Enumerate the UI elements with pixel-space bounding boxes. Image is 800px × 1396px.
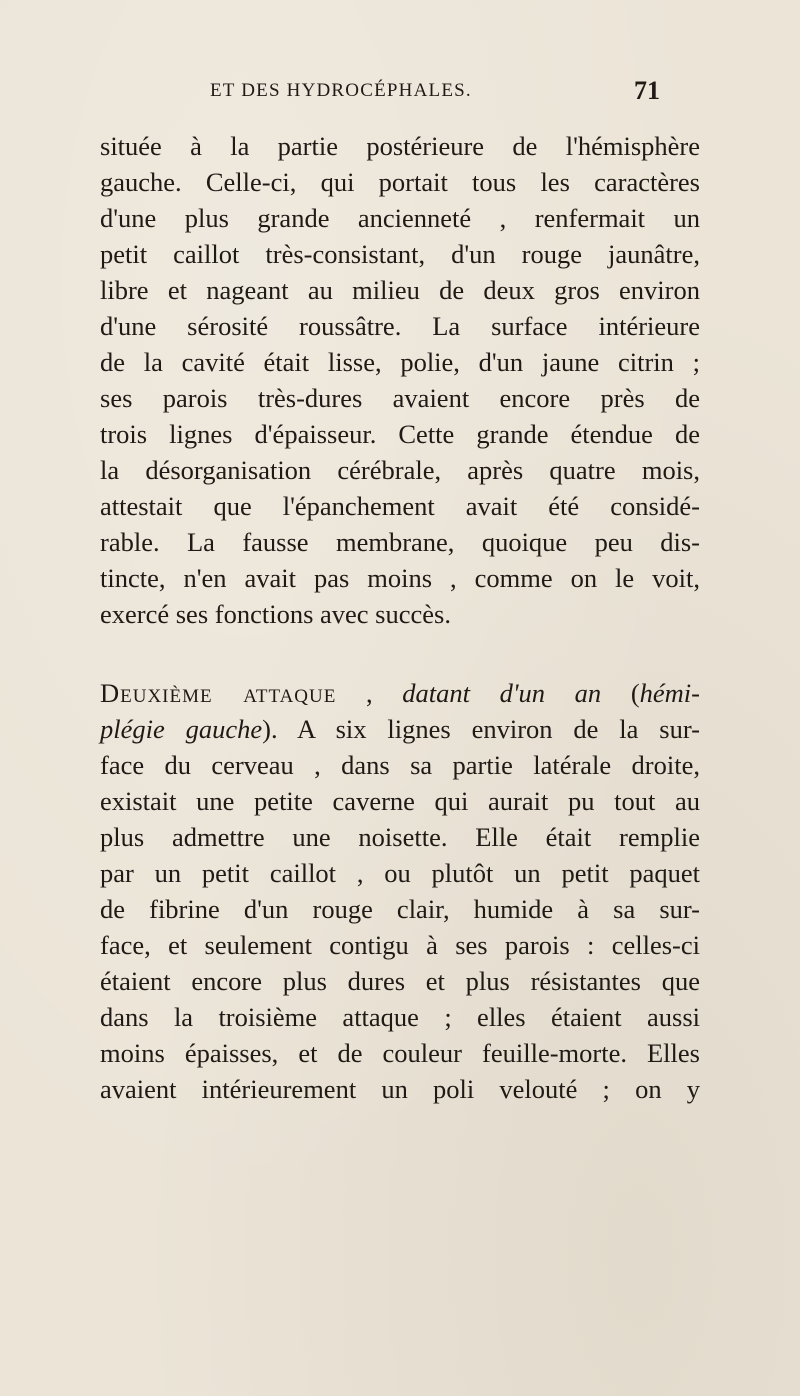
text-line: exercé ses fonctions avec succès. [100, 599, 451, 629]
page-header [210, 76, 710, 120]
text-line: attestait que l'épanchement avait été considé- [100, 491, 700, 521]
text-line-heading [100, 675, 700, 711]
text-line: gauche. Celle-ci, qui portait tous les caractères [100, 167, 700, 197]
italic-phrase: plégie gauche [100, 714, 263, 744]
text-line: de fibrine d'un rouge clair, humide à sa sur- [100, 894, 700, 924]
text-line: rable. La fausse membrane, quoique peu dis- [100, 527, 700, 557]
text-line: libre et nageant au milieu de deux gros environ [100, 275, 700, 305]
text-line: par un petit caillot , ou plutôt un petit paquet [100, 858, 700, 888]
text-line: la désorganisation cérébrale, après quatre mois, [100, 455, 700, 485]
paragraph-gap [100, 632, 700, 675]
body-text [100, 128, 700, 1107]
text-line: moins épaisses, et de couleur feuille-morte. Elles [100, 1038, 700, 1068]
text-run: ). A six lignes environ de la sur- [262, 714, 700, 744]
text-line: face du cerveau , dans sa partie latérale droite, [100, 750, 700, 780]
text-line: étaient encore plus dures et plus résistantes que [100, 966, 700, 996]
paragraph-1 [100, 128, 700, 632]
text-line: petit caillot très-consistant, d'un rouge jaunâtre, [100, 239, 700, 269]
text-line: de la cavité était lisse, polie, d'un jaune citrin ; [100, 347, 700, 377]
text-line: située à la partie postérieure de l'hémisphère [100, 131, 700, 161]
text-line: avaient intérieurement un poli velouté ; on y [100, 1074, 700, 1104]
text-line: tincte, n'en avait pas moins , comme on le voit, [100, 563, 700, 593]
italic-phrase: hémi- [639, 678, 700, 708]
separator: , [336, 678, 403, 708]
text-line: d'une plus grande ancienneté , renfermait un [100, 203, 700, 233]
running-head: ET DES HYDROCÉPHALES. [210, 80, 472, 101]
text-line [100, 711, 700, 747]
italic-phrase: datant d'un an [402, 678, 602, 708]
text-line: ses parois très-dures avaient encore près de [100, 383, 700, 413]
text-line: d'une sérosité roussâtre. La surface intérieure [100, 311, 700, 341]
section-label: Deuxième attaque [100, 678, 337, 708]
page-number: 71 [634, 76, 660, 105]
open-paren: ( [601, 678, 640, 708]
paragraph-2 [100, 675, 700, 1107]
text-line: face, et seulement contigu à ses parois : celles-ci [100, 930, 700, 960]
text-line: plus admettre une noisette. Elle était remplie [100, 822, 700, 852]
text-line: existait une petite caverne qui aurait pu tout au [100, 786, 700, 816]
text-line: trois lignes d'épaisseur. Cette grande étendue de [100, 419, 700, 449]
text-line: dans la troisième attaque ; elles étaient aussi [100, 1002, 700, 1032]
